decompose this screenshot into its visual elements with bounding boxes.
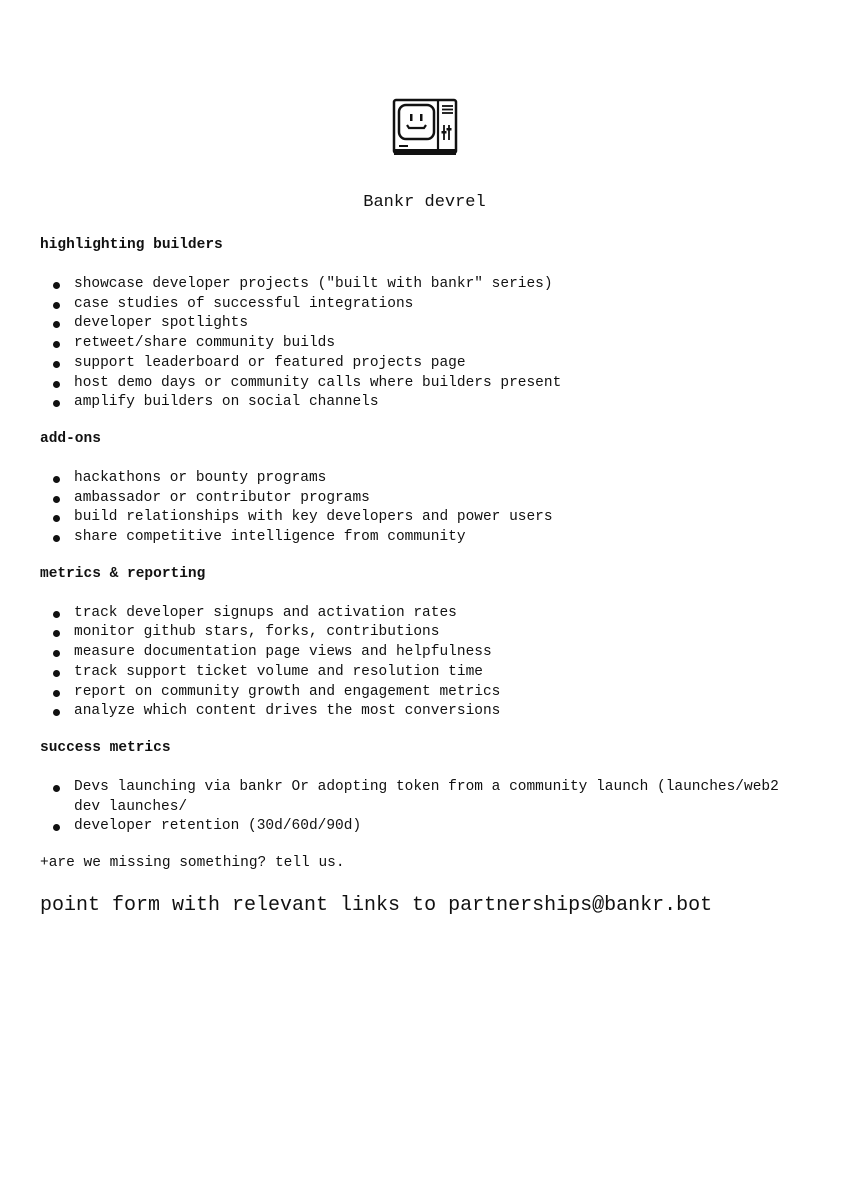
list-item: share competitive intelligence from community bbox=[40, 528, 810, 548]
section-highlighting-builders bbox=[40, 235, 810, 413]
list-item: support leaderboard or featured projects page bbox=[40, 354, 810, 374]
list-item: hackathons or bounty programs bbox=[40, 469, 810, 489]
list-item: developer spotlights bbox=[40, 314, 810, 334]
retro-computer-smiley-icon bbox=[392, 98, 458, 158]
section-heading: add-ons bbox=[40, 430, 101, 447]
list-item: track support ticket volume and resolution time bbox=[40, 663, 810, 683]
list-item: measure documentation page views and helpfulness bbox=[40, 643, 810, 663]
list-item: build relationships with key developers and power users bbox=[40, 508, 810, 528]
feedback-note: +are we missing something? tell us. bbox=[40, 855, 345, 872]
list-item: developer retention (30d/60d/90d) bbox=[40, 817, 810, 837]
list-item: amplify builders on social channels bbox=[40, 393, 810, 413]
partnerships-contact: point form with relevant links to partnerships@bankr.bot bbox=[40, 894, 713, 918]
list-item: retweet/share community builds bbox=[40, 334, 810, 354]
bullet-list bbox=[40, 604, 810, 722]
page-title: Bankr devrel bbox=[363, 193, 486, 212]
list-item: host demo days or community calls where builders present bbox=[40, 374, 810, 394]
section-metrics-reporting bbox=[40, 564, 810, 722]
list-item: monitor github stars, forks, contributions bbox=[40, 623, 810, 643]
section-add-ons bbox=[40, 429, 810, 548]
section-heading: success metrics bbox=[40, 739, 171, 756]
list-item: report on community growth and engagement metrics bbox=[40, 683, 810, 703]
section-heading: metrics & reporting bbox=[40, 565, 206, 582]
bullet-list bbox=[40, 469, 810, 548]
bullet-list bbox=[40, 275, 810, 413]
list-item: analyze which content drives the most conversions bbox=[40, 702, 810, 722]
document-body bbox=[40, 235, 810, 919]
list-item: Devs launching via bankr Or adopting token from a community launch (launches/web2 dev launches/ bbox=[40, 778, 810, 817]
section-success-metrics bbox=[40, 738, 810, 837]
section-heading: highlighting builders bbox=[40, 237, 223, 253]
list-item: ambassador or contributor programs bbox=[40, 489, 810, 509]
list-item: case studies of successful integrations bbox=[40, 295, 810, 315]
list-item: showcase developer projects ("built with bankr" series) bbox=[40, 275, 810, 295]
list-item: track developer signups and activation rates bbox=[40, 604, 810, 624]
bullet-list bbox=[40, 778, 810, 837]
